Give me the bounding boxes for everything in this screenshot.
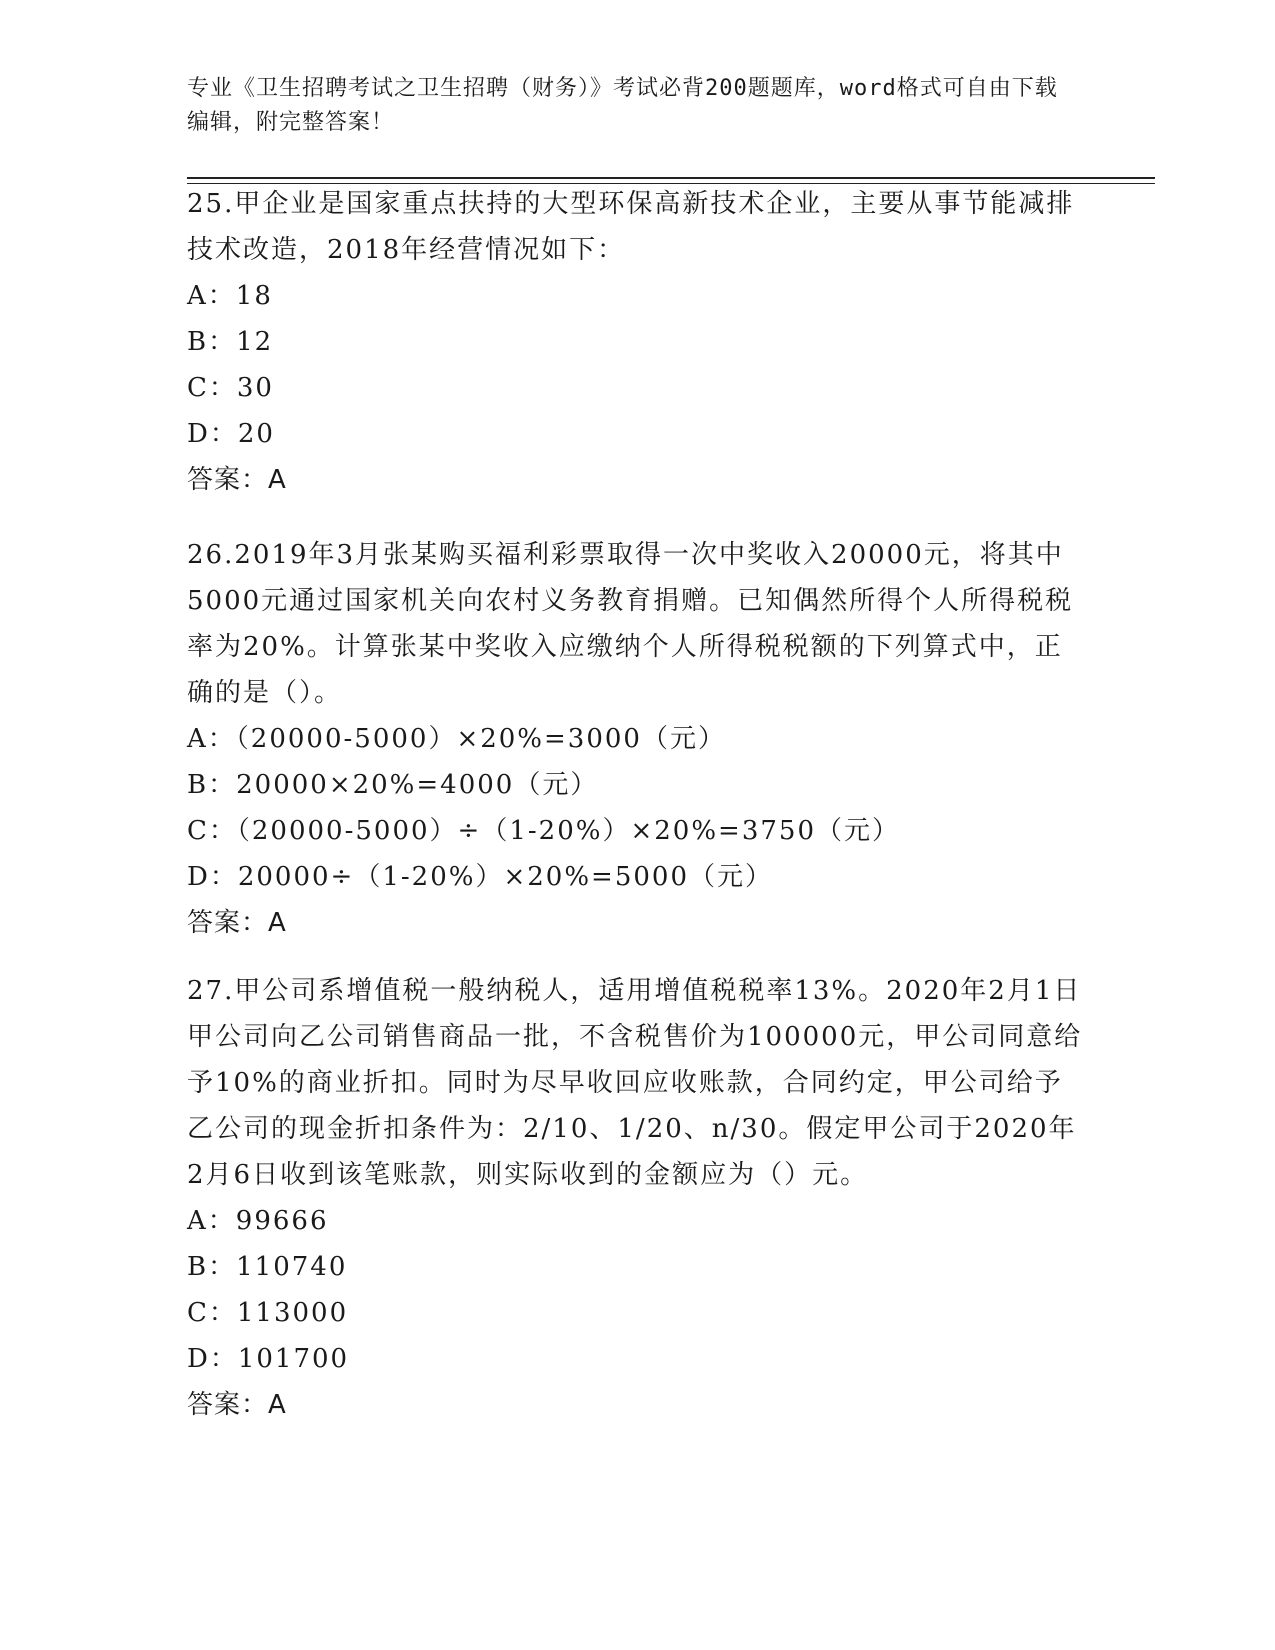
answer-label: 答案：A — [187, 1390, 287, 1420]
question-25 — [187, 181, 1087, 503]
question-text: 26.2019年3月张某购买福利彩票取得一次中奖收入20000元，将其中5000元通过国家机关向农村义务教育捐赠。已知偶然所得个人所得税税率为20%。计算张某中奖收入应缴纳个人所得税税额的下列算式中，正确的是（）。 — [187, 540, 1074, 708]
option-d: D：101700 — [187, 1344, 350, 1374]
option-c: C：113000 — [187, 1298, 349, 1328]
option-c: C：30 — [187, 373, 274, 403]
option-b: B：12 — [187, 327, 274, 357]
question-text: 25.甲企业是国家重点扶持的大型环保高新技术企业，主要从事节能减排技术改造，2018年经营情况如下： — [187, 189, 1075, 265]
option-a: A：（20000-5000）×20%=3000（元） — [187, 724, 726, 754]
header-rule-thick — [187, 177, 1155, 179]
option-b: B：20000×20%=4000（元） — [187, 770, 599, 800]
option-c: C：（20000-5000）÷（1-20%）×20%=3750（元） — [187, 816, 900, 846]
option-d: D：20 — [187, 419, 275, 449]
question-26 — [187, 532, 1087, 946]
question-text: 27.甲公司系增值税一般纳税人，适用增值税税率13%。2020年2月1日甲公司向乙公司销售商品一批，不含税售价为100000元，甲公司同意给予10%的商业折扣。同时为尽早收回应收账款，合同约定，甲公司给予乙公司的现金折扣条件为：2/10、1/20、n/30。假定甲公司于2020年2月6日收到该笔账款，则实际收到的金额应为（）元。 — [187, 976, 1083, 1190]
option-b: B：110740 — [187, 1252, 348, 1282]
answer-label: 答案：A — [187, 908, 287, 938]
option-a: A：99666 — [187, 1206, 329, 1236]
question-27 — [187, 968, 1087, 1428]
option-a: A：18 — [187, 281, 273, 311]
option-d: D：20000÷（1-20%）×20%=5000（元） — [187, 862, 773, 892]
answer-label: 答案：A — [187, 465, 287, 495]
document-header: 专业《卫生招聘考试之卫生招聘（财务）》考试必背200题题库，word格式可自由下载编辑，附完整答案！ — [187, 76, 1058, 135]
